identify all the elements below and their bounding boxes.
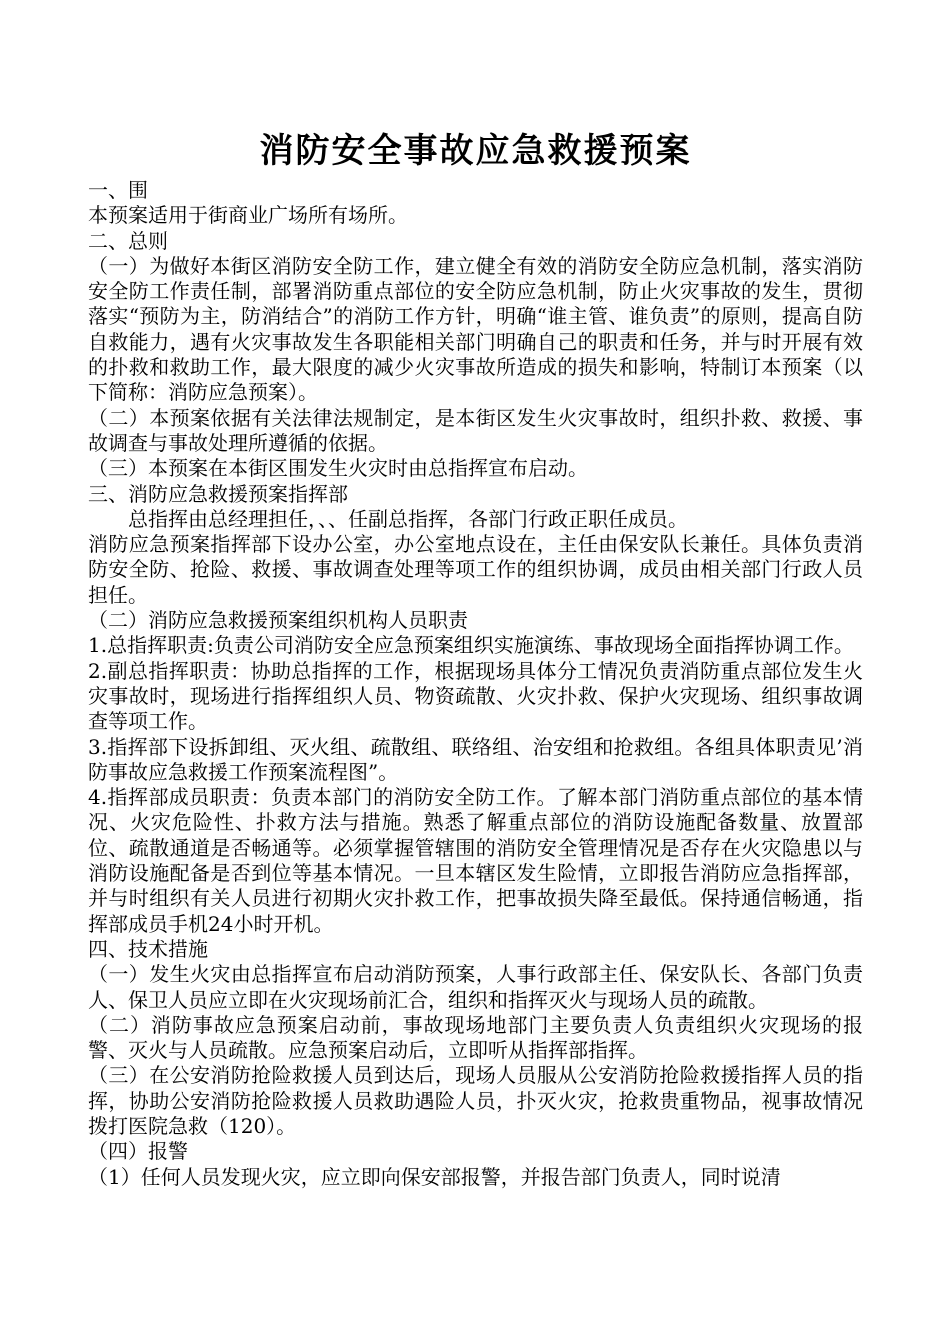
paragraph-alarm-1: （1）任何人员发现火灾，应立即向保安部报警，并报告部门负责人，同时说清 <box>88 1164 781 1189</box>
paragraph-duty-2: 2.副总指挥职责：协助总指挥的工作，根据现场具体分工情况负责消防重点部位发生火灾事故时，现场进行指挥组织人员、物资疏散、火灾扑救、保护火灾现场、组织事故调查等项工作。 <box>88 658 863 734</box>
paragraph-commander: 总指挥由总经理担任，、、任副总指挥，各部门行政正职任成员。 <box>128 506 688 531</box>
paragraph-technical-3: （三）在公安消防抢险救援人员到达后，现场人员服从公安消防抢险救援指挥人员的指挥，协助公安消防抢险救援人员救助遇险人员，扑灭火灾，抢救贵重物品，视事故情况拨打医院急救（120）。 <box>88 1063 863 1138</box>
section-heading-technical: 四、技术措施 <box>88 936 208 961</box>
paragraph-office: 消防应急预案指挥部下设办公室，办公室地点设在，主任由保安队长兼任。具体负责消防安全防、抢险、救援、事故调查处理等项工作的组织协调，成员由相关部门行政人员担任。 <box>88 532 863 607</box>
document-title: 消防安全事故应急救援预案 <box>259 131 692 171</box>
section-heading-scope: 一、围 <box>88 178 148 202</box>
paragraph-technical-1: （一）发生火灾由总指挥宣布启动消防预案，人事行政部主任、保安队长、各部门负责人、保卫人员应立即在火灾现场前汇合，组织和指挥灭火与现场人员的疏散。 <box>88 962 863 1012</box>
paragraph-scope: 本预案适用于街商业广场所有场所。 <box>88 203 408 228</box>
paragraph-duty-4: 4.指挥部成员职责：负责本部门的消防安全防工作。了解本部门消防重点部位的基本情况、火灾危险性、扑救方法与措施。熟悉了解重点部位的消防设施配备数量、放置部位、疏散通道是否畅通等。必须掌握管辖围的消防安全管理情况是否存在火灾隐患以与消防设施配备是否到位等基本情况。一旦本辖区发生险情，立即报告消防应急指挥部，并与时组织有关人员进行初期火灾扑救工作，把事故损失降至最低。保持通信畅通，指挥部成员手机24小时开机。 <box>88 785 863 936</box>
paragraph-duty-3: 3.指挥部下设拆卸组、灭火组、疏散组、联络组、治安组和抢救组。各组具体职责见’消防事故应急救援工作预案流程图”。 <box>88 734 863 784</box>
paragraph-technical-2: （二）消防事故应急预案启动前，事故现场地部门主要负责人负责组织火灾现场的报警、灭火与人员疏散。应急预案启动后，立即听从指挥部指挥。 <box>88 1012 863 1063</box>
subheading-duties: （二）消防应急救援预案组织机构人员职责 <box>88 608 468 633</box>
paragraph-duty-1: 1.总指挥职责:负责公司消防安全应急预案组织实施演练、事故现场全面指挥协调工作。 <box>88 633 854 658</box>
section-heading-command: 三、消防应急救援预案指挥部 <box>88 481 348 506</box>
paragraph-general-3: （三）本预案在本街区围发生火灾时由总指挥宣布启动。 <box>88 456 588 481</box>
paragraph-general-1: （一）为做好本街区消防安全防工作，建立健全有效的消防安全防应急机制，落实消防安全防工作责任制，部署消防重点部位的安全防应急机制，防止火灾事故的发生，贯彻落实“预防为主，防消结合”的消防工作方针，明确“谁主管、谁负责”的原则，提高自防自救能力，遇有火灾事故发生各职能相关部门明确自己的职责和任务，并与时开展有效的扑救和救助工作，最大限度的减少火灾事故所造成的损失和影响，特制订本预案（以下简称：消防应急预案）。 <box>88 253 863 405</box>
paragraph-general-2: （二）本预案依据有关法律法规制定，是本街区发生火灾事故时，组织扑救、救援、事故调查与事故处理所遵循的依据。 <box>88 405 863 455</box>
document-page <box>88 126 863 1190</box>
section-heading-general: 二、总则 <box>88 228 168 253</box>
subheading-alarm: （四）报警 <box>88 1139 188 1164</box>
